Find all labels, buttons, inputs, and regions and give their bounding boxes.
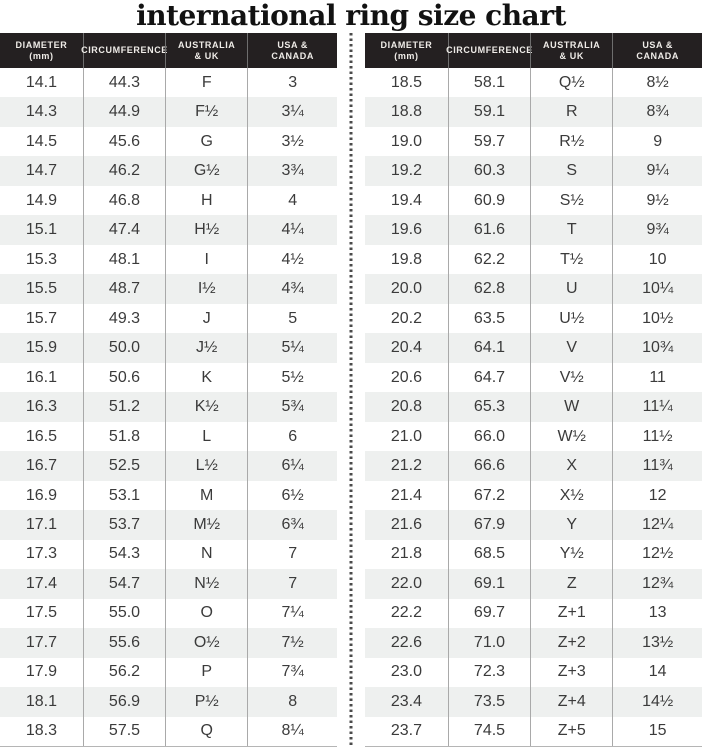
- table-cell: S½: [530, 186, 612, 215]
- table-cell: 4: [247, 186, 337, 215]
- table-gap: [337, 33, 365, 747]
- table-cell: 10½: [612, 304, 702, 333]
- dotted-divider: [350, 33, 353, 747]
- table-cell: P: [165, 658, 247, 687]
- table-cell: 5¼: [247, 333, 337, 362]
- table-cell: 50.6: [83, 363, 165, 392]
- table-cell: 14½: [612, 687, 702, 716]
- table-row: [0, 274, 337, 303]
- table-cell: 71.0: [448, 628, 530, 657]
- table-cell: 12: [612, 481, 702, 510]
- table-row: [365, 97, 702, 126]
- table-cell: 66.0: [448, 422, 530, 451]
- table-cell: K: [165, 363, 247, 392]
- table-cell: 15.7: [25, 309, 58, 327]
- table-cell: 65.3: [448, 392, 530, 421]
- table-cell: X: [530, 451, 612, 480]
- table-cell: 7: [247, 540, 337, 569]
- table-cell: G: [165, 127, 247, 156]
- table-cell: F½: [165, 97, 247, 126]
- table-cell: 21.2: [390, 457, 423, 475]
- table-cell: 13: [612, 599, 702, 628]
- table-cell: F: [165, 68, 247, 97]
- table-cell: 16.9: [25, 486, 58, 504]
- table-cell: 56.2: [83, 658, 165, 687]
- table-cell: V: [530, 333, 612, 362]
- table-cell: 64.7: [448, 363, 530, 392]
- table-cell: 9: [612, 127, 702, 156]
- table-row: [0, 422, 337, 451]
- table-cell: 49.3: [83, 304, 165, 333]
- column-header: AUSTRALIA & UK: [530, 33, 612, 68]
- table-cell: 21.8: [390, 545, 423, 563]
- table-cell: 12¼: [612, 510, 702, 539]
- table-cell: 15.1: [25, 221, 58, 239]
- table-cell: 9¾: [612, 215, 702, 244]
- table-cell: 6½: [247, 481, 337, 510]
- table-cell: J: [165, 304, 247, 333]
- table-row: [0, 392, 337, 421]
- table-cell: 11¼: [612, 392, 702, 421]
- table-row: [0, 510, 337, 539]
- table-cell: W: [530, 392, 612, 421]
- table-cell: K½: [165, 392, 247, 421]
- table-cell: 8¾: [612, 97, 702, 126]
- table-cell: 6¾: [247, 510, 337, 539]
- table-row: [365, 333, 702, 362]
- table-cell: 15: [612, 717, 702, 746]
- table-cell: P½: [165, 687, 247, 716]
- table-cell: Z+5: [530, 717, 612, 746]
- table-cell: 5½: [247, 363, 337, 392]
- table-cell: 4¾: [247, 274, 337, 303]
- table-cell: 16.7: [25, 457, 58, 475]
- table-cell: 20.4: [390, 339, 423, 357]
- table-cell: 58.1: [448, 68, 530, 97]
- table-cell: Q: [165, 717, 247, 746]
- column-header: USA & CANADA: [612, 33, 702, 68]
- table-cell: 59.7: [448, 127, 530, 156]
- table-cell: 62.2: [448, 245, 530, 274]
- table-cell: 21.6: [390, 516, 423, 533]
- table-cell: 21.4: [390, 486, 423, 504]
- table-cell: O: [165, 599, 247, 628]
- table-cell: 7¼: [247, 599, 337, 628]
- table-cell: 19.4: [390, 191, 423, 209]
- table-cell: 20.2: [390, 309, 423, 327]
- table-cell: I: [165, 245, 247, 274]
- table-row: [365, 658, 702, 687]
- table-cell: Z+1: [530, 599, 612, 628]
- table-cell: 8: [247, 687, 337, 716]
- table-cell: 5¾: [247, 392, 337, 421]
- table-cell: 17.5: [25, 604, 58, 622]
- table-cell: 3½: [247, 127, 337, 156]
- table-cell: 14: [612, 658, 702, 687]
- table-cell: 56.9: [83, 687, 165, 716]
- table-row: [0, 97, 337, 126]
- table-cell: 13½: [612, 628, 702, 657]
- table-cell: 6: [247, 422, 337, 451]
- table-cell: 72.3: [448, 658, 530, 687]
- table-cell: 12½: [612, 540, 702, 569]
- header-row: [0, 33, 337, 68]
- table-cell: 3¾: [247, 156, 337, 185]
- column-header: CIRCUMFERENCE: [83, 33, 165, 68]
- table-cell: 60.3: [448, 156, 530, 185]
- table-cell: 14.1: [25, 73, 58, 91]
- table-cell: 62.8: [448, 274, 530, 303]
- table-cell: 69.7: [448, 599, 530, 628]
- table-cell: 15.5: [25, 280, 58, 298]
- table-cell: 14.5: [25, 132, 58, 150]
- table-cell: G½: [165, 156, 247, 185]
- table-cell: 11¾: [612, 451, 702, 480]
- table-cell: 17.9: [25, 663, 58, 681]
- table-cell: 68.5: [448, 540, 530, 569]
- table-cell: U½: [530, 304, 612, 333]
- table-cell: 6¼: [247, 451, 337, 480]
- table-cell: Z+3: [530, 658, 612, 687]
- table-row: [365, 392, 702, 421]
- table-cell: 47.4: [83, 215, 165, 244]
- table-cell: 19.6: [390, 221, 423, 239]
- table-cell: Y½: [530, 540, 612, 569]
- table-cell: H½: [165, 215, 247, 244]
- table-body: [365, 68, 702, 746]
- table-row: [0, 127, 337, 156]
- table-cell: 59.1: [448, 97, 530, 126]
- table-cell: 64.1: [448, 333, 530, 362]
- table-row: [0, 68, 337, 97]
- table-cell: 44.9: [83, 97, 165, 126]
- table-cell: 21.0: [390, 427, 423, 445]
- table-cell: 19.8: [390, 250, 423, 268]
- table-row: [365, 422, 702, 451]
- table-cell: I½: [165, 274, 247, 303]
- table-cell: 10: [612, 245, 702, 274]
- table-row: [365, 569, 702, 598]
- table-cell: 45.6: [83, 127, 165, 156]
- table-cell: 55.6: [83, 628, 165, 657]
- table-cell: 18.5: [390, 73, 423, 91]
- table-row: [0, 451, 337, 480]
- table-cell: 17.3: [25, 545, 58, 563]
- ring-size-table-left: [0, 33, 337, 747]
- table-cell: 9½: [612, 186, 702, 215]
- table-cell: 23.4: [390, 692, 423, 710]
- table-cell: 53.7: [83, 510, 165, 539]
- table-cell: 12¾: [612, 569, 702, 598]
- table-cell: 50.0: [83, 333, 165, 362]
- table-cell: W½: [530, 422, 612, 451]
- table-cell: X½: [530, 481, 612, 510]
- table-cell: 23.7: [390, 722, 423, 740]
- table-row: [365, 274, 702, 303]
- table-cell: 48.7: [83, 274, 165, 303]
- table-cell: 44.3: [83, 68, 165, 97]
- table-cell: 7¾: [247, 658, 337, 687]
- table-cell: 10¼: [612, 274, 702, 303]
- table-cell: 16.3: [25, 398, 58, 416]
- table-cell: 48.1: [83, 245, 165, 274]
- column-header: CIRCUMFERENCE: [448, 33, 530, 68]
- table-cell: T: [530, 215, 612, 244]
- table-cell: 8½: [612, 68, 702, 97]
- table-row: [0, 599, 337, 628]
- table-cell: 19.0: [390, 132, 423, 150]
- table-cell: S: [530, 156, 612, 185]
- table-cell: 5: [247, 304, 337, 333]
- table-row: [0, 687, 337, 716]
- table-cell: M: [165, 481, 247, 510]
- table-cell: 22.0: [390, 574, 423, 592]
- table-cell: 20.6: [390, 368, 423, 386]
- table-cell: O½: [165, 628, 247, 657]
- table-row: [365, 481, 702, 510]
- column-header: USA & CANADA: [247, 33, 337, 68]
- table-row: [0, 333, 337, 362]
- table-row: [0, 569, 337, 598]
- table-cell: 20.0: [390, 280, 423, 298]
- table-cell: 53.1: [83, 481, 165, 510]
- table-cell: 3¼: [247, 97, 337, 126]
- ring-size-table-right: [365, 33, 702, 747]
- table-cell: 3: [247, 68, 337, 97]
- table-cell: Z+2: [530, 628, 612, 657]
- table-row: [365, 127, 702, 156]
- table-cell: 17.4: [25, 574, 58, 592]
- table-cell: 4¼: [247, 215, 337, 244]
- table-cell: 15.9: [25, 339, 58, 357]
- table-cell: 16.5: [25, 427, 58, 445]
- table-cell: 10¾: [612, 333, 702, 362]
- table-cell: 23.0: [390, 663, 423, 681]
- table-row: [365, 363, 702, 392]
- table-cell: 14.7: [25, 162, 58, 180]
- table-cell: 22.6: [390, 633, 423, 651]
- table-row: [365, 68, 702, 97]
- table-cell: 57.5: [83, 717, 165, 746]
- table-cell: V½: [530, 363, 612, 392]
- table-row: [0, 717, 337, 746]
- table-cell: 7: [247, 569, 337, 598]
- table-row: [365, 510, 702, 539]
- table-cell: 51.2: [83, 392, 165, 421]
- table-cell: 63.5: [448, 304, 530, 333]
- table-cell: 16.1: [25, 368, 58, 386]
- table-cell: 20.8: [390, 398, 423, 416]
- table-cell: T½: [530, 245, 612, 274]
- table-row: [0, 186, 337, 215]
- table-cell: 11: [612, 363, 702, 392]
- table-cell: 55.0: [83, 599, 165, 628]
- table-cell: 46.8: [83, 186, 165, 215]
- table-row: [0, 540, 337, 569]
- table-cell: 54.3: [83, 540, 165, 569]
- table-row: [0, 304, 337, 333]
- table-cell: 9¼: [612, 156, 702, 185]
- table-cell: N½: [165, 569, 247, 598]
- table-row: [0, 628, 337, 657]
- table-cell: 61.6: [448, 215, 530, 244]
- table-cell: 54.7: [83, 569, 165, 598]
- table-cell: 74.5: [448, 717, 530, 746]
- table-row: [0, 156, 337, 185]
- table-cell: Q½: [530, 68, 612, 97]
- table-cell: 67.9: [448, 510, 530, 539]
- table-row: [365, 304, 702, 333]
- table-cell: 46.2: [83, 156, 165, 185]
- table-row: [365, 687, 702, 716]
- table-cell: 15.3: [25, 250, 58, 268]
- table-cell: 11½: [612, 422, 702, 451]
- table-cell: 4½: [247, 245, 337, 274]
- table-cell: J½: [165, 333, 247, 362]
- column-header: DIAMETER (mm): [380, 39, 433, 61]
- table-row: [365, 215, 702, 244]
- table-cell: 8¼: [247, 717, 337, 746]
- table-row: [0, 215, 337, 244]
- table-cell: R: [530, 97, 612, 126]
- table-row: [0, 481, 337, 510]
- table-cell: Z: [530, 569, 612, 598]
- table-cell: 69.1: [448, 569, 530, 598]
- header-row: [365, 33, 702, 68]
- table-row: [0, 363, 337, 392]
- table-body: [0, 68, 337, 746]
- table-cell: 18.8: [390, 103, 423, 121]
- table-cell: 52.5: [83, 451, 165, 480]
- table-row: [365, 599, 702, 628]
- table-cell: Y: [530, 510, 612, 539]
- table-cell: 14.3: [25, 103, 58, 121]
- table-cell: L½: [165, 451, 247, 480]
- table-cell: 22.2: [390, 604, 423, 622]
- table-cell: N: [165, 540, 247, 569]
- table-cell: 66.6: [448, 451, 530, 480]
- tables-container: [0, 33, 702, 747]
- page-title: international ring size chart: [136, 0, 566, 32]
- table-cell: M½: [165, 510, 247, 539]
- table-cell: 19.2: [390, 162, 423, 180]
- table-row: [365, 245, 702, 274]
- table-cell: L: [165, 422, 247, 451]
- table-cell: 51.8: [83, 422, 165, 451]
- table-row: [0, 658, 337, 687]
- table-cell: 17.7: [25, 633, 58, 651]
- table-cell: 60.9: [448, 186, 530, 215]
- column-header: DIAMETER (mm): [15, 39, 68, 61]
- table-cell: 67.2: [448, 481, 530, 510]
- table-cell: U: [530, 274, 612, 303]
- table-cell: Z+4: [530, 687, 612, 716]
- table-row: [0, 245, 337, 274]
- table-row: [365, 628, 702, 657]
- table-cell: H: [165, 186, 247, 215]
- table-cell: 7½: [247, 628, 337, 657]
- table-row: [365, 156, 702, 185]
- table-cell: 73.5: [448, 687, 530, 716]
- table-row: [365, 540, 702, 569]
- table-cell: 17.1: [25, 516, 58, 533]
- column-header: AUSTRALIA & UK: [165, 33, 247, 68]
- table-row: [365, 717, 702, 746]
- table-row: [365, 186, 702, 215]
- table-cell: 18.3: [25, 722, 58, 740]
- table-cell: R½: [530, 127, 612, 156]
- table-cell: 14.9: [25, 191, 58, 209]
- table-cell: 18.1: [25, 692, 58, 710]
- table-row: [365, 451, 702, 480]
